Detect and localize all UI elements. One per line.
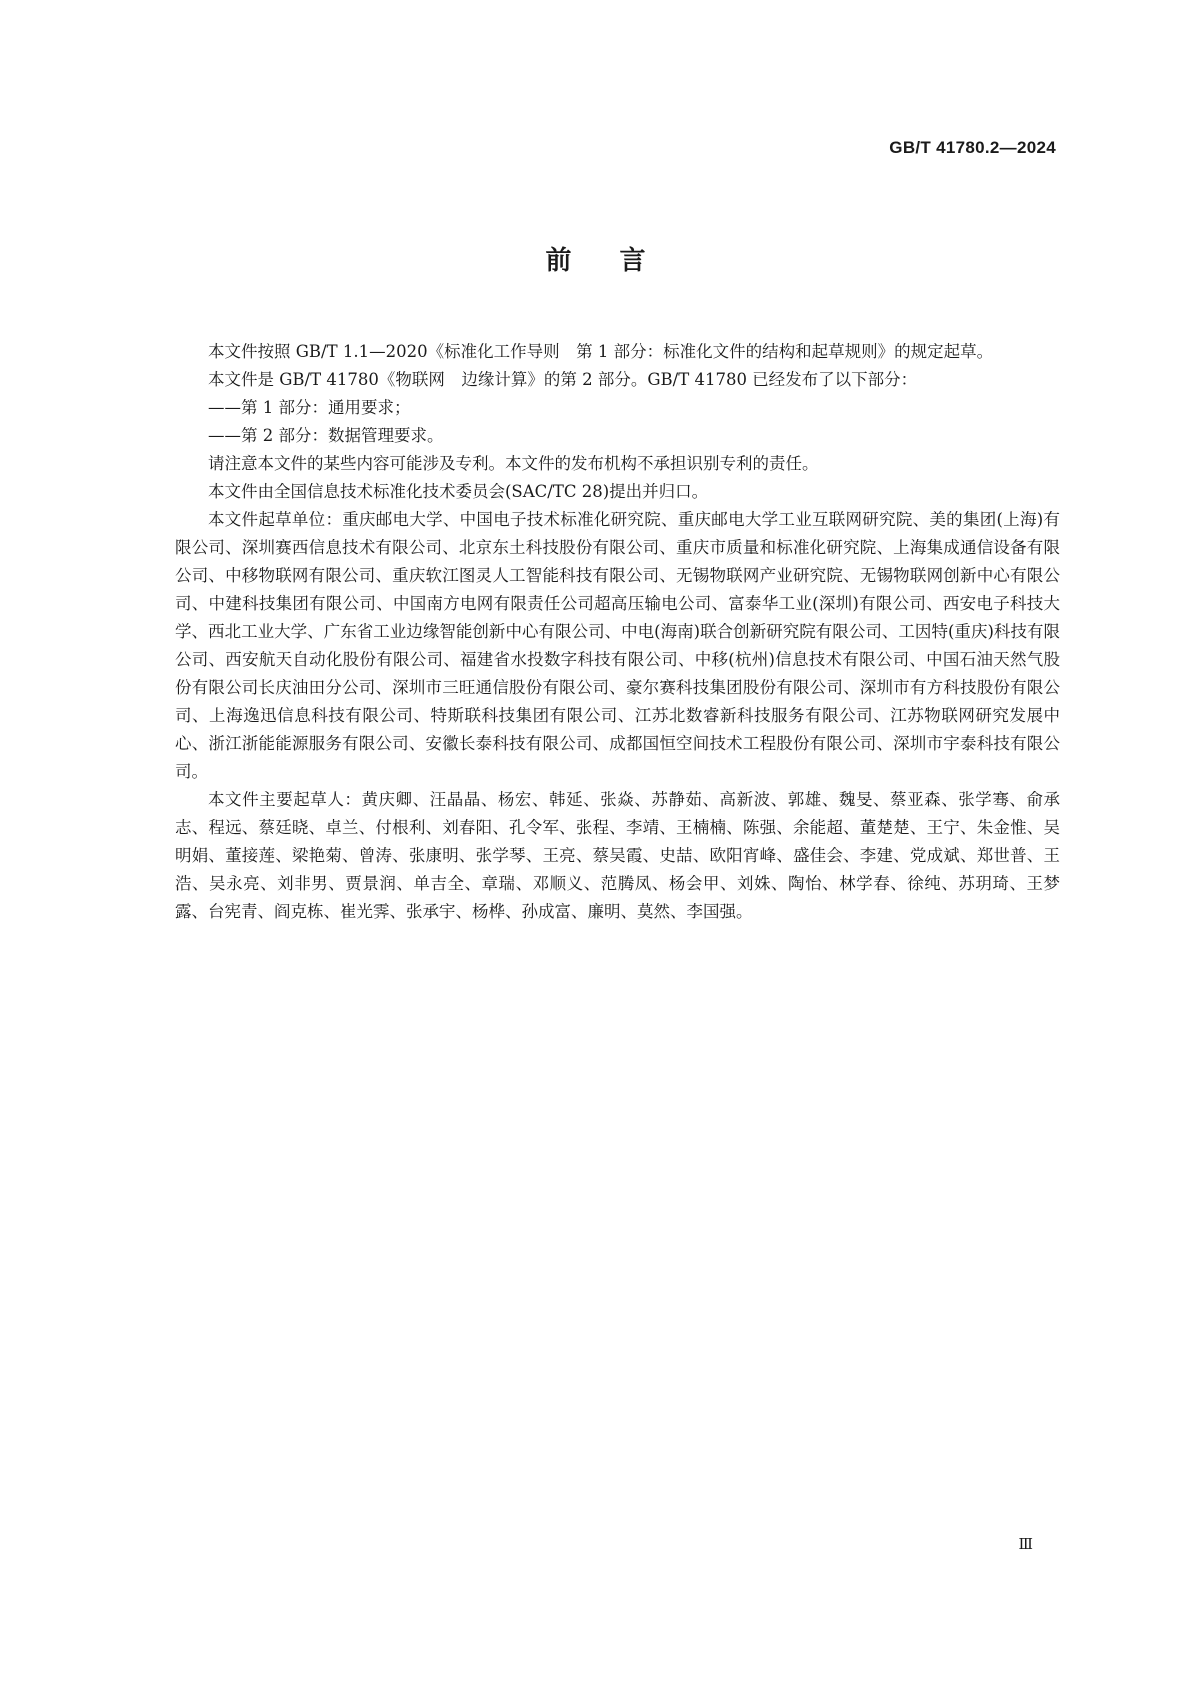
paragraph-committee: 本文件由全国信息技术标准化技术委员会(SAC/TC 28)提出并归口。 [208,482,709,501]
list-item-part-1: ——第 1 部分：通用要求； [208,398,411,417]
list-item-part-2: ——第 2 部分：数据管理要求。 [208,426,444,445]
paragraph-series-parts: 本文件是 GB/T 41780《物联网 边缘计算》的第 2 部分。GB/T 41780 已经发布了以下部分： [208,370,918,389]
paragraph-drafters: 本文件主要起草人：黄庆卿、汪晶晶、杨宏、韩延、张焱、苏静茹、高新波、郭雄、魏旻、蔡亚森、张学骞、俞承志、程远、蔡廷晓、卓兰、付根利、刘春阳、孔令军、张程、李靖、王楠楠、陈强、余能超、董楚楚、王宁、朱金惟、吴明娟、董接莲、梁艳菊、曾涛、张康明、张学琴、王亮、蔡吴霞、史喆、欧阳宵峰、盛佳会、李建、党成斌、郑世普、王浩、吴永亮、刘非男、贾景润、单吉全、章瑞、邓顺义、范腾凤、杨会甲、刘姝、陶怡、林学春、徐纯、苏玥琦、王梦露、台宪青、阎克栋、崔光霁、张承宇、杨桦、孙成富、廉明、莫然、李国强。 [175,790,1060,921]
page-title: 前言 [545,246,694,276]
standard-code: GB/T 41780.2—2024 [889,138,1056,157]
paragraph-drafting-units: 本文件起草单位：重庆邮电大学、中国电子技术标准化研究院、重庆邮电大学工业互联网研究院、美的集团(上海)有限公司、深圳赛西信息技术有限公司、北京东土科技股份有限公司、重庆市质量和标准化研究院、上海集成通信设备有限公司、中移物联网有限公司、重庆软江图灵人工智能科技有限公司、无锡物联网产业研究院、无锡物联网创新中心有限公司、中建科技集团有限公司、中国南方电网有限责任公司超高压输电公司、富泰华工业(深圳)有限公司、西安电子科技大学、西北工业大学、广东省工业边缘智能创新中心有限公司、中电(海南)联合创新研究院有限公司、工因特(重庆)科技有限公司、西安航天自动化股份有限公司、福建省水投数字科技有限公司、中移(杭州)信息技术有限公司、中国石油天然气股份有限公司长庆油田分公司、深圳市三旺通信股份有限公司、豪尔赛科技集团股份有限公司、深圳市有方科技股份有限公司、上海逸迅信息科技有限公司、特斯联科技集团有限公司、江苏北数睿新科技服务有限公司、江苏物联网研究发展中心、浙江浙能能源服务有限公司、安徽长泰科技有限公司、成都国恒空间技术工程股份有限公司、深圳市宇泰科技有限公司。 [175,510,1060,781]
page-number: Ⅲ [1018,1535,1033,1553]
document-body [175,338,1060,926]
paragraph-drafting-rules: 本文件按照 GB/T 1.1—2020《标准化工作导则 第 1 部分：标准化文件的结构和起草规则》的规定起草。 [208,342,994,361]
paragraph-patent-notice: 请注意本文件的某些内容可能涉及专利。本文件的发布机构不承担识别专利的责任。 [208,454,819,473]
